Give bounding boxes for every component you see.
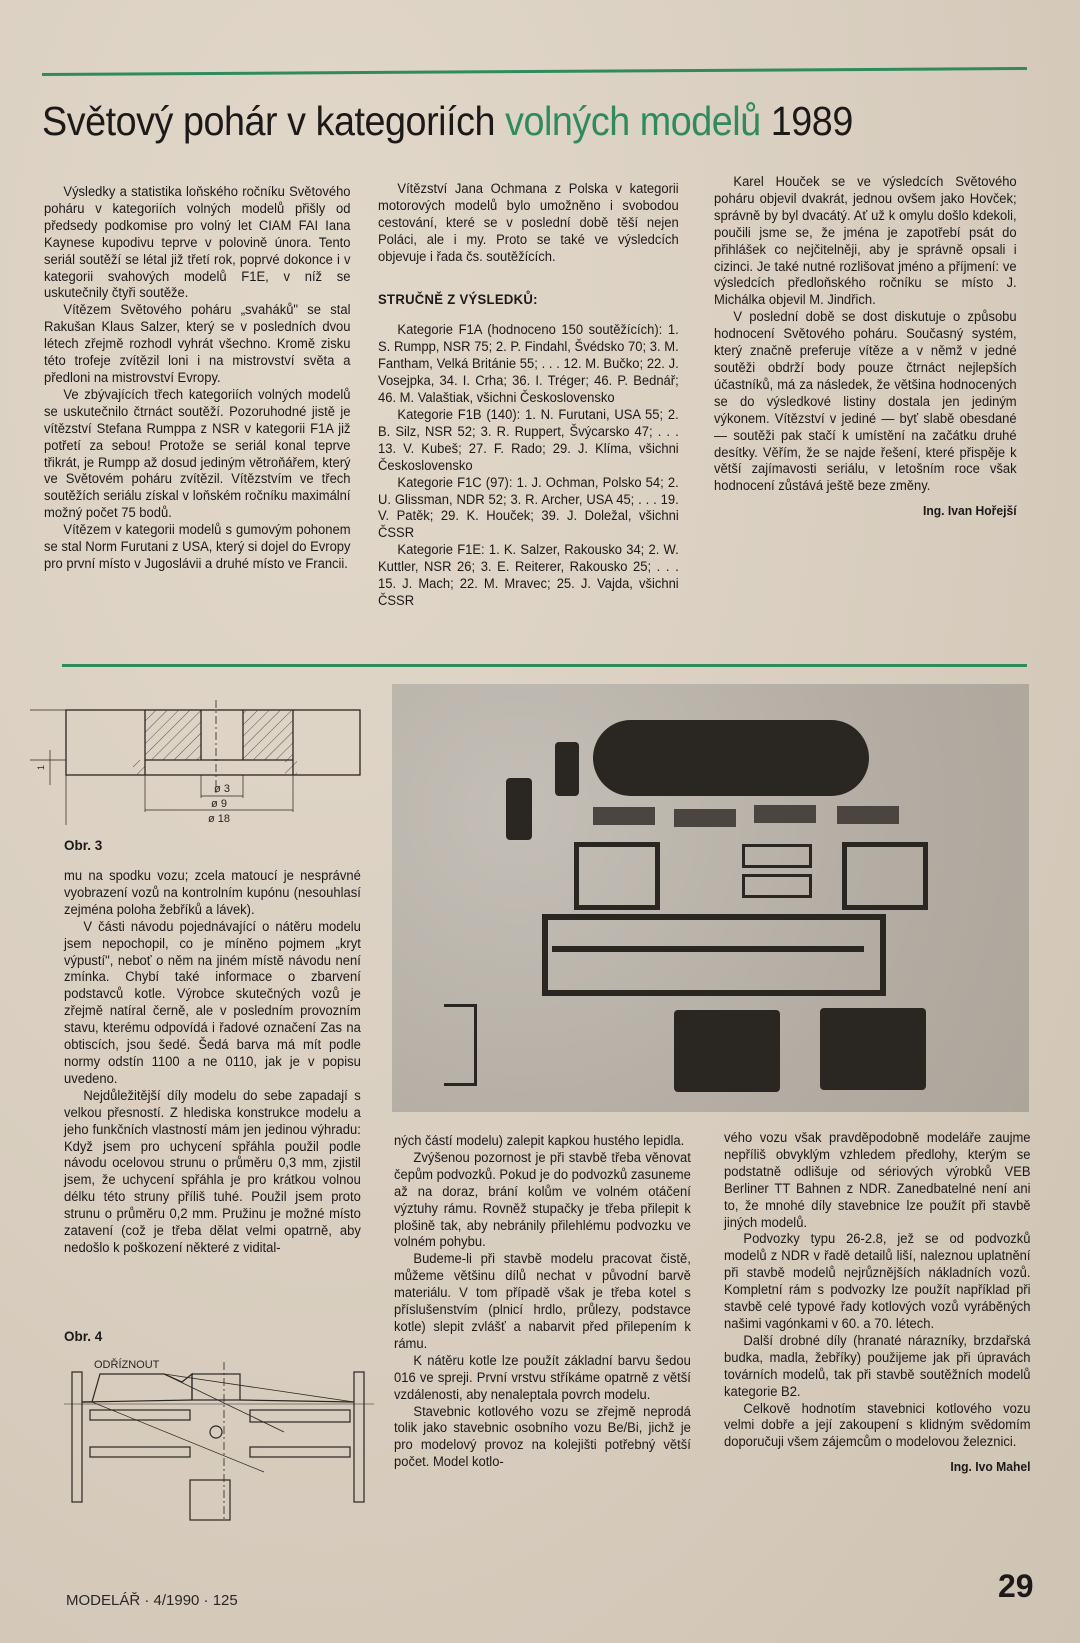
ladder bbox=[742, 874, 812, 898]
paragraph: Vítězem Světového poháru „svaháků" se stal Rakušan Klaus Salzer, který se v posledních dvou létech zřejmě rozhodl vyhrát všechno. Kromě zisku této trofeje zvítězil loni i na mistrovství světa a předloni na mistrovství Evropy. bbox=[44, 302, 351, 385]
figure-3-drawing bbox=[30, 700, 370, 825]
result-f1e: Kategorie F1E: 1. K. Salzer, Rakousko 34; 2. W. Kuttler, NSR 26; 3. E. Reiterer, Rakousko 25; . . . 15. J. Mach; 22. M. Mravec; 25. J. Vajda, všichni ČSSR bbox=[378, 542, 679, 608]
title-black: Světový pohár v kategoriích bbox=[42, 98, 496, 144]
paragraph: Budeme-li při stavbě modelu pracovat čistě, můžeme většinu dílů nechat v původní barvě materiálu. V tom případě však je třeba kotel s příslušenstvím (plnicí hrdlo, průlezy, podstavce kotle) slepit zvlášť a nabarvit před přilepením k rámu. bbox=[394, 1251, 691, 1351]
kit-photo bbox=[392, 684, 1029, 1112]
part-outline bbox=[66, 710, 360, 775]
paragraph: Karel Houček se ve výsledcích Světového poháru objevil dvakrát, jednou ovšem jako Hovček; správně by byl dvacátý. Ať už k omylu došlo kdekoli, poučili jsme se, že jména je zapotřebí psát do přihlášek co nejčitelněji, aby je správně opsali i cizinci. Je také nutné rozlišovat jméno a příjmení: ve výsledcích předloňského ročníku se místo J. Michálka objevil M. Jindřich. bbox=[714, 174, 1017, 308]
paragraph: Další drobné díly (hranaté nárazníky, brzdařská budka, madla, žebříky) použijeme jak při úpravách továrních modelů, tak při stavbě soutěžních modelů kategorie B2. bbox=[724, 1332, 1031, 1399]
results-heading: STRUČNĚ Z VÝSLEDKŮ: bbox=[378, 291, 538, 307]
paragraph: Vítězem v kategorii modelů s gumovým pohonem se stal Norm Furutani z USA, který si dojel do Evropy pro první místo v Jugoslávii a druhé místo ve Francii. bbox=[44, 522, 351, 571]
paragraph: Ve zbývajících třech kategoriích volných modelů se uskutečnilo čtrnáct soutěží. Pozoruhodné jistě je vítězství Stefana Rumppa z NSR v kategorii F1A již potřetí za sebou! Protože se seriál konal teprve třikrát, je Rumpp až dosud jediným větroňářem, který ve Světovém poháru zvítězil. Vítězstvím ve třech soutěžích seriálu získal v loňském ročníku maximální možný počet 75 bodů. bbox=[44, 386, 351, 521]
coupler-part bbox=[506, 778, 532, 840]
walkway-plate bbox=[754, 805, 816, 823]
dim-d9: ø 9 bbox=[211, 798, 227, 810]
lower-column-2 bbox=[394, 1133, 691, 1471]
walkway-plate bbox=[593, 807, 655, 825]
lower-column-1 bbox=[64, 868, 361, 1257]
underframe bbox=[542, 914, 886, 996]
title-green: volných modelů bbox=[505, 98, 761, 144]
paragraph: Stavebnic kotlového vozu se zřejmě neprodá tolik jako stavebnic osobního vozu Be/Bi, jichž je pro modelový provoz na kolejišti potřebný větší počet. Model kotlo- bbox=[394, 1403, 691, 1470]
bogie bbox=[674, 1010, 780, 1092]
figure-4-caption: Obr. 4 bbox=[64, 1329, 103, 1344]
author-signature: Ing. Ivo Mahel bbox=[950, 1460, 1031, 1475]
paragraph: Zvýšenou pozornost je při stavbě třeba věnovat čepům podvozků. Pokud je do podvozků zasuneme až na doraz, brání kolům ve volném otáčení výztuhy rámu. Rovněž stupačky je třeba přilepit k plošině tak, aby nebránily přilehlému podvozku ve volném pohybu. bbox=[394, 1149, 691, 1250]
paragraph: ných částí modelu) zalepit kapkou hustého lepidla. bbox=[394, 1133, 685, 1148]
result-f1a: Kategorie F1A (hodnoceno 150 soutěžících): 1. S. Rumpp, NSR 75; 2. P. Findahl, Švédsko 70; 3. M. Fantham, Velká Británie 55; . . . 12. M. Bučko; 22. J. Vosejpka, 34. I. Crha; 36. I. Tréger; 46. P. Bednář; 46. M. Valaštiak, všichni Československo bbox=[378, 322, 679, 406]
paragraph: Podvozky typu 26-2.8, jež se od podvozků modelů z NDR v řadě detailů liší, naleznou uplatnění při stavbě modelů nejrůznějších nákladních vozů. Kompletní rám s podvozky lze použít například při stavbě celé typové řady kotlových vozů vyráběných našimi vagónkami v 60. a 70. létech. bbox=[724, 1231, 1031, 1331]
cut-label: ODŘÍZNOUT bbox=[94, 1359, 160, 1371]
tank-boiler bbox=[593, 720, 869, 796]
paragraph: Vítězství Jana Ochmana z Polska v kategorii motorových modelů bylo umožněno i svobodou cestování, které se v poslední době těší nejen Poláci, ale i my. Proto se také ve výsledcích objevuje i řada čs. soutěžících. bbox=[378, 181, 679, 264]
walkway-plate bbox=[674, 809, 736, 827]
figure-4-drawing bbox=[64, 1352, 374, 1522]
result-f1b: Kategorie F1B (140): 1. N. Furutani, USA 55; 2. B. Silz, NSR 52; 3. R. Ruppert, Švýcarsko 47; . . . 13. V. Kubeš; 27. F. Rado; 29. J. Klíma, všichni Československo bbox=[378, 406, 679, 473]
column-3 bbox=[714, 174, 1017, 520]
paragraph: V poslední době se dost diskutuje o způsobu hodnocení Světového poháru. Současný systém, který značně preferuje vítěze a v němž v jedné soutěži obdrží body pouze čtrnáct nejlepších účastníků, má za následek, že většina hodnocených se do výsledkové listiny dostala jen jediným výkonem. Vítězství v jediné — byť slabě obesdané — soutěži pak stačí k umístění na začátku druhé desítky. Věřím, že se najde řešení, které přispěje k větší zajímavosti seriálu, v letošním roce však hodnocení zůstává ještě beze změny. bbox=[714, 309, 1017, 494]
article-title bbox=[42, 98, 953, 145]
paragraph: Nejdůležitější díly modelu do sebe zapadají s velkou přesností. Z hlediska konstrukce modelu a jeho funkčních vlastností mám jen jedinou výhradu: Když jsem pro uchycení spřáhla použil podle návodu ocelovou strunu o průměru 0,3 mm, zjistil jsem, že uchycení spřáhla je pro krátkou volnou délku této struny příliš tuhé. Použil jsem proto strunu o průměru 0,2 mm. Pružinu je možné místo zatavení (což je třeba dělat velmi opatrně, aby nedošlo k poškození některé z vidital- bbox=[64, 1087, 361, 1255]
author-signature: Ing. Ivan Hořejší bbox=[922, 504, 1017, 519]
paragraph: Celkově hodnotím stavebnici kotlového vozu velmi dobře a její zakoupení s klidným svědomím doporučuji všem zájemcům o modelovou železnici. bbox=[724, 1400, 1031, 1450]
figure-3-caption: Obr. 3 bbox=[64, 838, 103, 853]
lower-column-3 bbox=[724, 1130, 1031, 1476]
top-divider bbox=[42, 67, 1027, 76]
title-year: 1989 bbox=[770, 98, 853, 144]
paragraph: V části návodu pojednávající o nátěru modelu jsem nepochopil, co je míněno pojmem „kryt výpustí", neboť o něm na jiném místě návodu není zmínka. Chybí také informace o zbarvení podstavců kotle. Výrobce skutečných vozů je zřejmě natíral černě, ale v posledním provozním stavu, kterému odpovídá i řadové označení Zas na obtiscích, jsou šedé. Šedá barva má mít podle normy odstín 1100 a ne 0110, jak je v popisu uvedeno. bbox=[64, 918, 361, 1086]
brake-hut bbox=[555, 742, 579, 796]
paragraph: vého vozu však pravděpodobně modeláře zaujme nepříliš obvyklým vzhledem předlohy, kterým se podstatně odlišuje od sériových výrobků VEB Berliner TT Bahnen z NDR. Zanedbatelné není ani to, že mnohé díly stavebnice lze použít při stavbě jiných modelů. bbox=[724, 1130, 1031, 1230]
dim-d3: ø 3 bbox=[214, 783, 230, 795]
page-number: 29 bbox=[998, 1568, 1034, 1604]
dim-d18: ø 18 bbox=[207, 813, 231, 825]
column-1 bbox=[44, 184, 351, 573]
magazine-footer: MODELÁŘ · 4/1990 · 125 bbox=[66, 1592, 238, 1609]
paragraph: K nátěru kotle lze použít základní barvu šedou 016 ve spreji. První vrstvu stříkáme opatrně z větší vzdálenosti, aby nenaleptala povrch modelu. bbox=[394, 1352, 691, 1402]
dim-1: 1 bbox=[36, 764, 46, 770]
ladder bbox=[742, 844, 812, 868]
handrail bbox=[444, 1004, 477, 1086]
tank-saddle bbox=[574, 842, 660, 910]
walkway-plate bbox=[837, 806, 899, 824]
bogie bbox=[820, 1008, 926, 1090]
column-2 bbox=[378, 181, 679, 610]
middle-divider bbox=[62, 664, 1027, 667]
tank-saddle bbox=[842, 842, 928, 910]
result-f1c: Kategorie F1C (97): 1. J. Ochman, Polsko 54; 2. U. Glissman, NDR 52; 3. R. Archer, USA 45; . . . 19. V. Patěk; 29. K. Houček; 39. J. Doležal, všichni ČSSR bbox=[378, 474, 679, 541]
paragraph: mu na spodku vozu; zcela matoucí je nesprávné vyobrazení vozů na kontrolním kupónu (nesouhlasí zejména poloha žebříků a lávek). bbox=[64, 868, 361, 917]
underframe-center bbox=[552, 946, 864, 952]
paragraph: Výsledky a statistika loňského ročníku Světového poháru v kategoriích volných modelů přišly od předsedy podkomise pro volný let CIAM FAI Iana Kaynese kupodivu teprve v polovině února. Tento seriál soutěží se létal již třetí rok, poprvé dokonce i v kategorii svahových modelů F1E, v níž se uskutečnily čtyři soutěže. bbox=[44, 184, 351, 301]
